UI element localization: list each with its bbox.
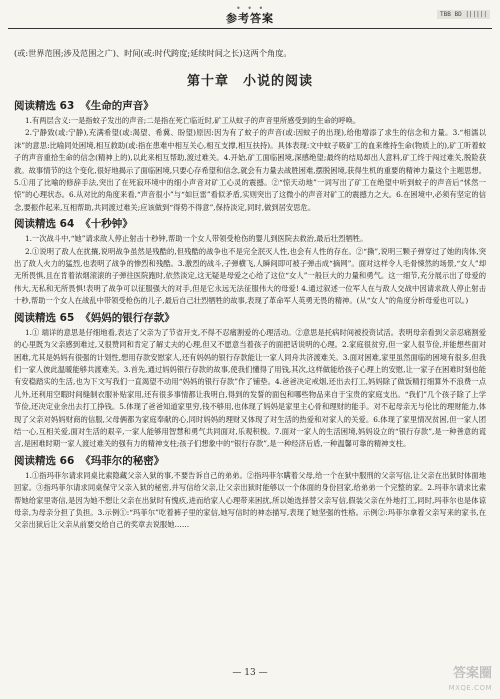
chapter-title	[14, 70, 486, 89]
answer-paragraph: 2.①说明了敌人在扰攘,说明战争虽然是残酷的,但残酷的战争也不是完全泯灭人性,也会有人性的存在。②“撕”,说明三颗子弹穿过了她的肉体,突出了敌人火力的猛烈,也表明了战争的惨烈和残酷。3.激烈的战斗,子弹横飞,人瞬间即可被子弹击成“摘网”。面对这样令人毛骨悚然的场景,“女人”却无所畏惧,且在肯着浓烟滚滚的子弹往医院跑时,依然淡定,这无疑是母爱之心给了这位“女人”一般巨大的力量和勇气。这一细节,充分展示出了母爱的伟大,无私和无所畏惧!表明了战争可以征服强大的对手,但是它永远无法征服伟大的母爱! 4.通过叙述一位军人在与敌人交战中因请求敌人停止射击十秒,帮助一个女人在战乱中带领受枪伤的儿子,最后自己壮烈牺牲的故事,表现了革命军人英勇无畏的精神。(从“女人”的角度分析母爱也可以。)	[14, 246, 486, 306]
section-label: 阅读精选 63	[14, 100, 75, 112]
section-label: 阅读精选 66	[14, 454, 75, 467]
page-number: — 13 —	[232, 668, 268, 678]
section-title	[14, 99, 486, 113]
section-title	[14, 217, 486, 231]
header-rule	[8, 28, 492, 29]
section-label: 阅读精选 65	[14, 311, 75, 324]
chapter-name: 小说的阅读	[243, 74, 314, 89]
answer-paragraph: 2.宁静致(或:宁静),充满希望(或:渴望、希冀、盼望)原因:因为有了蚊子的声音(或:因蚊子的出现),给他增添了求生的信念和力量。3.“相濡以沫”的意思:比喻同处困境,相互救助(或:指在患难中相互关心,相互支撑,相互扶持)。具体表现:文中蚊子吸矿工的血来维持生命(物质上的),矿工听着蚊子的声音重拾生命的信念(精神上的),以此来相互帮助,渡过难关。4.开始,矿工面临困境,深感绝望;最终的结局却出人意料,矿工终于闯过难关,脱险获救。故事情节的这个变化,很好地揭示了面临困境,只要心存希望和信念,就会有力量去战胜困难,摆脱困境,获得生机的重要的精神力量这个主题思想。5.①用了比喻的修辞手法,突出了在死寂环境中的细小声音对矿工心灵的震撼。②“惊天动地”一词写出了矿工在绝望中听到蚊子的声音后“怵然一惊”的心理状态。6.从对比的角度来看,“声音很小”与“如巨雷”看似矛盾,实则突出了这微小的声音对矿工的震撼力之大。6.在困境中,必须有坚定的信念,要振作起来,互相帮助,共同渡过难关;应该做到“得势不得意”,保持淡定,同时,做到居安思危。	[14, 128, 486, 212]
section-65	[14, 311, 486, 451]
header-code: TBB BD ||||||	[437, 10, 490, 19]
watermark-logo	[422, 667, 492, 695]
section-name: 《妈妈的银行存款》	[80, 311, 175, 324]
answer-paragraph: 1.① 端详的意思是仔细地看,表达了父亲为了节省开支,不得不忍痛割爱的心理活动。②意思是托病时间被投资试活。表明母亲看到父亲忍痛割爱的心里既为父亲感到难过,又很赞同和肯定了解丈夫的心理,但又不愿意当着孩子的面把话说明的心理。2.家庭很贫穷,但一家人很节俭,并能想些面对困难,尤其是妈妈有很强的计划性,想用存款安慰家人,还有妈妈的银行存款能让一家人同舟共济渡难关。3.面对困难,家里虽然面临的困境有很多,但我们一家人彼此温暖能够共渡难关。3.首先,通过妈妈银行存款的故事,使我们懂得了用钱,其次,这样做能给孩子心理上的安慰,让一家子在困难时刻也能有安稳踏实的生活,也为下文写我们一直渴望不动用“妈妈的银行存款”作了铺垫。4.爸爸决定戒烟,还出去打工,妈妈除了做饭精打细算外不浪费一点儿外,还利用空暇时间缝制衣服补贴家用,还有很多事情都让我明白,得到的发誓的面包和哪些物品来自于宝贵的家庭支出。“我们”几个孩子除了上学节俭,还决定业余出去打工挣钱。5.体现了爸爸知道家里穷,钱不够用,也体现了妈妈是家里主心骨和理财的能手。对不起母亲无与伦比的理财能力,体现了父亲对妈妈财商的信服,父母俩都为家庭奉献的心,同时妈妈的理财又体现了对生活的热爱和对家人的关爱。6.体现了家里情况贫困,但一家人团结一心,互相关爱,面对生活的艰辛,一家人能够用智慧和勇气共同面对,乐观积极。7.面对一家人的生活困境,妈妈设立的“银行存款”,是一种善意的谎言,是困难时期一家人渡过难关的强有力的精神支柱;孩子们想象中的“银行存款”,是一种经济后盾,一种温馨可靠的精神支柱。	[14, 327, 486, 449]
section-label: 阅读精选 64	[14, 218, 75, 231]
section-name: 《十秒钟》	[80, 218, 133, 231]
section-name: 《玛菲尔的秘密》	[80, 454, 165, 467]
watermark-sub: MXQE.COM	[448, 684, 492, 692]
answer-paragraph: 1.①指玛菲尔请求同桌比索隐藏父亲入狱的事,不要告诉自己的弟弟。②指玛菲尔瞒着父母,给一个在狱中服刑的父亲写信,让父亲在出狱时体面地回家。③指玛菲尔请求同桌保守父亲入狱的秘密,并写信给父亲,让父亲出狱时能够以一个体面的身份回家,给弟弟一个完整的家。2.玛菲尔请求比索帮她给家里寄信,是因为她不想让父亲在出狱时有愧疚,进而给家人心理带来困扰,所以她选择替父亲写信,假装父亲在外地打工,同时,玛菲尔也是体谅母亲,为母亲分担了负担。3.示例①:“玛菲尔”吃着裤子里的家信,她写信时的神态描写,表现了她坚强的性格。示例②:玛菲尔拿着父亲写来的家书,在父亲出狱后让父亲从前要交给自己的奖章去说服她……	[14, 470, 486, 530]
section-title	[14, 454, 486, 468]
section-64	[14, 217, 486, 307]
section-title	[14, 311, 486, 325]
section-63	[14, 99, 486, 214]
section-name: 《生命的声音》	[80, 100, 154, 112]
section-66	[14, 454, 486, 532]
chapter-number: 第十章	[186, 74, 229, 89]
watermark-main: 答案圈	[452, 666, 492, 681]
intro-text: (或:世界范围;涉及范围之广)、时间(或:时代跨度;延续时间之长)这两个角度。	[14, 48, 292, 58]
header-title: 参考答案	[226, 12, 274, 25]
answer-paragraph: 1.有两层含义:一是指蚊子发出的声音;二是指在死亡临近时,矿工从蚊子的声音里所感受到的生命的呼唤。	[24, 116, 361, 125]
content	[14, 46, 486, 535]
header-dots: • • •	[236, 4, 266, 13]
page-header	[0, 4, 500, 30]
answer-paragraph: 1.一次战斗中,“她”请求敌人停止射击十秒钟,帮助一个女人带领受枪伤的婴儿到医院去救治,最后壮烈牺牲。	[24, 234, 368, 244]
